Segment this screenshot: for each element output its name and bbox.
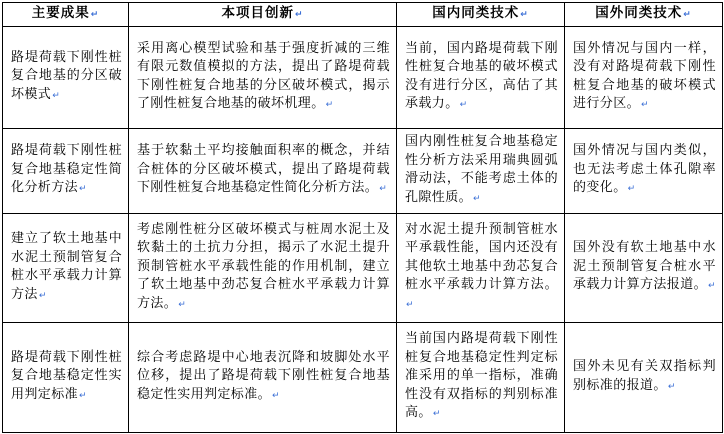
cell-innovation: 考虑刚性桩分区破坏模式与桩周水泥土及软黏土的土抗力分担，揭示了水泥土提升预制管桩水平承载性能的作用机制，建立了软土地基中劲芯复合桩水平承载力计算方法。↵ — [129, 213, 397, 322]
cell-foreign: 国外没有软土地基中水泥土预制管复合桩水平承载力计算方法报道。↵ — [565, 213, 723, 322]
cell-foreign: 国外情况与国内一样，没有对路堤荷载下刚性桩复合地基的破坏模式进行分区。↵ — [565, 26, 723, 128]
cell-domestic: 国内刚性桩复合地基稳定性分析方法采用瑞典圆弧滑动法，不能考虑土体的孔隙性质。↵ — [397, 128, 565, 213]
cell-result: 建立了软土地基中水泥土预制管复合桩水平承载力计算方法↵ — [3, 213, 129, 322]
cell-domestic: 当前，国内路堤荷载下刚性桩复合地基的破坏模式没有进行分区，高估了其承载力。↵ — [397, 26, 565, 128]
header-main-results: 主要成果↵ — [3, 3, 129, 27]
cell-foreign: 国外情况与国内类似，也无法考虑土体孔隙率的变化。↵ — [565, 128, 723, 213]
table-row — [3, 128, 723, 213]
cell-innovation: 采用离心模型试验和基于强度折减的三维有限元数值模拟的方法，提出了路堤荷载下刚性桩复合地基的分区破坏模式，揭示了刚性桩复合地基的破坏机理。↵ — [129, 26, 397, 128]
cell-domestic: 当前国内路堤荷载下刚性桩复合地基稳定性判定标准采用的单一指标，准确性没有双指标的判别标准高。↵ — [397, 322, 565, 432]
cell-domestic: 对水泥土提升预制管桩水平承载性能，国内还没有其他软土地基中劲芯复合桩水平承载力计算方法。↵ — [397, 213, 565, 322]
cell-result: 路堤荷载下刚性桩复合地基的分区破坏模式↵ — [3, 26, 129, 128]
header-row — [3, 3, 723, 27]
results-comparison-table — [2, 2, 723, 433]
table-row — [3, 213, 723, 322]
cell-result: 路堤荷载下刚性桩复合地基稳定性实用判定标准↵ — [3, 322, 129, 432]
cell-result: 路堤荷载下刚性桩复合地基稳定性简化分析方法↵ — [3, 128, 129, 213]
cell-foreign: 国外未见有关双指标判别标准的报道。↵ — [565, 322, 723, 432]
cell-innovation: 基于软黏土平均接触面积率的概念，并结合桩体的分区破坏模式，提出了路堤荷载下刚性桩复合地基稳定性简化分析方法。↵ — [129, 128, 397, 213]
header-domestic-tech: 国内同类技术↵ — [397, 3, 565, 27]
header-foreign-tech: 国外同类技术↵ — [565, 3, 723, 27]
header-project-innovation: 本项目创新↵ — [129, 3, 397, 27]
cell-innovation: 综合考虑路堤中心地表沉降和坡脚处水平位移，提出了路堤荷载下刚性桩复合地基稳定性实用判定标准。↵ — [129, 322, 397, 432]
table-row — [3, 26, 723, 128]
table-row — [3, 322, 723, 432]
results-table-container — [2, 2, 722, 432]
